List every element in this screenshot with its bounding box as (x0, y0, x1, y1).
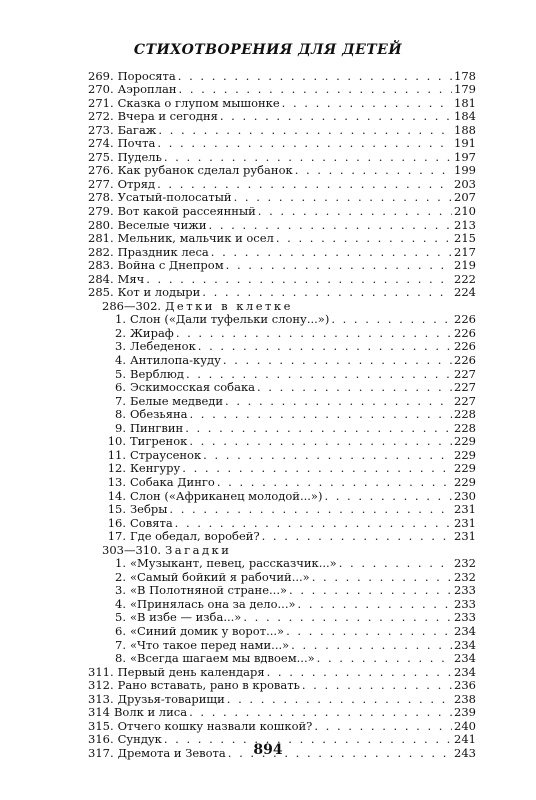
entry-page: 234 (454, 651, 476, 666)
entry-number: 317. (88, 745, 114, 760)
dot-leader (324, 490, 452, 502)
entry-title: Тигренок (130, 434, 188, 449)
entry-title: Отряд (117, 176, 156, 191)
toc-entry (88, 407, 476, 421)
entry-number: 279. (88, 204, 114, 219)
dot-leader (209, 219, 452, 231)
entry-page: 228 (454, 407, 476, 422)
entry-title: Почта (117, 136, 156, 151)
dot-leader (202, 286, 452, 298)
entry-page: 226 (454, 312, 476, 327)
entry-page: 233 (454, 583, 476, 598)
dot-leader (226, 259, 452, 271)
entry-title: Слон («Дали туфельки слону...») (130, 312, 330, 327)
toc-entry (88, 610, 476, 624)
toc-entry (88, 190, 476, 204)
toc-entry (88, 434, 476, 448)
entry-page: 181 (454, 95, 476, 110)
dot-leader (302, 679, 452, 691)
toc-entry (88, 325, 476, 339)
toc-entry (88, 556, 476, 570)
dot-leader (234, 191, 452, 203)
entry-page: 197 (454, 149, 476, 164)
entry-page: 213 (454, 217, 476, 232)
entry-title: Кенгуру (130, 461, 181, 476)
section-title: Загадки (165, 542, 232, 557)
entry-number: 280. (88, 217, 114, 232)
entry-title: Багаж (117, 122, 157, 137)
entry-number: 8. (115, 651, 126, 666)
dot-leader (286, 625, 452, 637)
entry-page: 234 (454, 664, 476, 679)
dot-leader (189, 408, 452, 420)
toc-entry (88, 352, 476, 366)
entry-title: «Музыкант, певец, рассказчик...» (130, 556, 337, 571)
entry-number: 271. (88, 95, 114, 110)
toc-entry (88, 678, 476, 692)
entry-page: 191 (454, 136, 476, 151)
toc-entry (88, 339, 476, 353)
entry-page: 227 (454, 380, 476, 395)
entry-page: 222 (454, 271, 476, 286)
section-number: 303—310. (102, 542, 162, 557)
entry-page: 188 (454, 122, 476, 137)
dot-leader (289, 584, 452, 596)
entry-title: Война с Днепром (117, 258, 224, 273)
entry-title: Аэроплан (117, 82, 177, 97)
entry-page: 229 (454, 447, 476, 462)
entry-number: 275. (88, 149, 114, 164)
toc-entry (88, 488, 476, 502)
toc-entry (88, 271, 476, 285)
entry-page: 217 (454, 244, 476, 259)
dot-leader (227, 693, 452, 705)
toc-entry (88, 258, 476, 272)
entry-page: 234 (454, 637, 476, 652)
entry-number: 315. (88, 718, 114, 733)
entry-page: 238 (454, 691, 476, 706)
dot-leader (225, 395, 452, 407)
dot-leader (298, 598, 452, 610)
entry-page: 229 (454, 434, 476, 449)
entry-title: Рано вставать, рано в кровать (117, 678, 300, 693)
entry-title: Зебры (130, 502, 168, 517)
dot-leader (295, 164, 452, 176)
entry-number: 314 (88, 705, 110, 720)
toc-entry (88, 163, 476, 177)
entry-page: 233 (454, 596, 476, 611)
toc-section-heading (88, 298, 476, 312)
toc-entry (88, 380, 476, 394)
entry-title: Слон («Африканец молодой...») (130, 488, 323, 503)
entry-number: 5. (115, 366, 126, 381)
entry-page: 226 (454, 339, 476, 354)
entry-title: Пудель (117, 149, 162, 164)
section-number: 286—302. (102, 298, 162, 313)
entry-title: Сказка о глупом мышонке (117, 95, 280, 110)
entry-title: Поросята (117, 68, 176, 83)
entry-page: 232 (454, 569, 476, 584)
dot-leader (146, 273, 452, 285)
dot-leader (262, 530, 452, 542)
entry-number: 311. (88, 664, 114, 679)
dot-leader (331, 313, 452, 325)
entry-number: 5. (115, 610, 126, 625)
entry-number: 3. (115, 583, 126, 598)
toc-entry (88, 420, 476, 434)
toc-entry (88, 474, 476, 488)
entry-title: «В избе — изба...» (130, 610, 242, 625)
entry-number: 3. (115, 339, 126, 354)
entry-number: 274. (88, 136, 114, 151)
toc-entry (88, 502, 476, 516)
entry-title: Совята (130, 515, 173, 530)
entry-title: Жираф (130, 325, 174, 340)
entry-page: 231 (454, 529, 476, 544)
entry-title: Веселые чижи (117, 217, 207, 232)
entry-number: 316. (88, 732, 114, 747)
entry-title: Отчего кошку назвали кошкой? (117, 718, 313, 733)
dot-leader (179, 83, 452, 95)
entry-title: Волк и лиса (113, 705, 188, 720)
toc-entry (88, 109, 476, 123)
toc-entry (88, 217, 476, 231)
entry-page: 239 (454, 705, 476, 720)
toc-entry (88, 149, 476, 163)
entry-number: 1. (115, 556, 126, 571)
entry-number: 10. (107, 434, 126, 449)
entry-number: 7. (115, 637, 126, 652)
entry-number: 15. (107, 502, 126, 517)
toc-entry (88, 569, 476, 583)
entry-title: Вчера и сегодня (117, 109, 218, 124)
dot-leader (243, 611, 452, 623)
toc-entry (88, 637, 476, 651)
entry-number: 269. (88, 68, 114, 83)
toc-entry (88, 176, 476, 190)
dot-leader (267, 666, 452, 678)
page-number: 894 (253, 742, 283, 758)
toc-entry (88, 122, 476, 136)
dot-leader (217, 476, 452, 488)
dot-leader (185, 422, 452, 434)
entry-page: 203 (454, 176, 476, 191)
dot-leader (176, 327, 452, 339)
entry-title: Праздник леса (117, 244, 209, 259)
toc-entry (88, 231, 476, 245)
dot-leader (169, 503, 452, 515)
entry-title: Как рубанок сделал рубанок (117, 163, 293, 178)
toc-entry (88, 95, 476, 109)
entry-number: 17. (107, 529, 126, 544)
dot-leader (317, 652, 452, 664)
entry-title: «Принялась она за дело...» (130, 596, 296, 611)
entry-number: 284. (88, 271, 114, 286)
entry-number: 312. (88, 678, 114, 693)
toc-entry (88, 664, 476, 678)
toc-entry (88, 366, 476, 380)
entry-title: Мяч (117, 271, 145, 286)
dot-leader (182, 462, 452, 474)
dot-leader (282, 97, 452, 109)
toc-entry (88, 691, 476, 705)
entry-number: 282. (88, 244, 114, 259)
entry-number: 2. (115, 325, 126, 340)
toc-entry (88, 651, 476, 665)
entry-page: 219 (454, 258, 476, 273)
entry-number: 281. (88, 231, 114, 246)
toc-entry (88, 203, 476, 217)
page-header-title: СТИХОТВОРЕНИЯ ДЛЯ ДЕТЕЙ (133, 42, 403, 58)
entry-page: 210 (454, 204, 476, 219)
entry-number: 12. (107, 461, 126, 476)
toc-entry (88, 461, 476, 475)
toc-entry (88, 596, 476, 610)
toc-entry (88, 285, 476, 299)
entry-title: Дремота и Зевота (117, 745, 226, 760)
toc-group-cage (88, 312, 476, 542)
entry-page: 226 (454, 325, 476, 340)
entry-page: 184 (454, 109, 476, 124)
entry-page: 226 (454, 353, 476, 368)
toc-entry (88, 623, 476, 637)
dot-leader (220, 110, 452, 122)
entry-number: 8. (115, 407, 126, 422)
dot-leader (178, 70, 452, 82)
entry-number: 313. (88, 691, 114, 706)
entry-page: 229 (454, 474, 476, 489)
toc-entry (88, 447, 476, 461)
entry-page: 230 (454, 488, 476, 503)
entry-number: 14. (107, 488, 126, 503)
entry-page: 233 (454, 610, 476, 625)
dot-leader (157, 178, 452, 190)
dot-leader (198, 340, 452, 352)
entry-number: 11. (107, 447, 126, 462)
entry-number: 4. (115, 353, 126, 368)
entry-title: Собака Динго (130, 474, 215, 489)
entry-title: Первый день календаря (117, 664, 265, 679)
dot-leader (158, 124, 452, 136)
entry-page: 215 (454, 231, 476, 246)
dot-leader (314, 720, 452, 732)
entry-title: Пингвин (130, 420, 184, 435)
entry-title: Друзья-товарищи (117, 691, 225, 706)
dot-leader (291, 639, 452, 651)
entry-page: 231 (454, 515, 476, 530)
toc-entry (88, 718, 476, 732)
entry-page: 231 (454, 502, 476, 517)
entry-page: 236 (454, 678, 476, 693)
entry-number: 16. (107, 515, 126, 530)
toc-entry (88, 393, 476, 407)
entry-title: «Синий домик у ворот...» (130, 623, 285, 638)
section-title: Детки в клетке (165, 298, 293, 313)
entry-number: 4. (115, 596, 126, 611)
entry-title: «Всегда шагаем мы вдвоем...» (130, 651, 315, 666)
dot-leader (189, 435, 452, 447)
dot-leader (164, 151, 452, 163)
entry-title: «В Полотняной стране...» (130, 583, 288, 598)
entry-number: 272. (88, 109, 114, 124)
dot-leader (203, 449, 452, 461)
dot-leader (257, 381, 452, 393)
entry-page: 227 (454, 366, 476, 381)
entry-number: 9. (115, 420, 126, 435)
entry-page: 229 (454, 461, 476, 476)
entry-title: Где обедал, воробей? (130, 529, 260, 544)
dot-leader (175, 517, 452, 529)
entry-page: 199 (454, 163, 476, 178)
entry-page: 207 (454, 190, 476, 205)
entry-title: Верблюд (130, 366, 184, 381)
toc-section-heading (88, 542, 476, 556)
entry-number: 283. (88, 258, 114, 273)
entry-number: 13. (107, 474, 126, 489)
dot-leader (258, 205, 452, 217)
entry-title: Антилопа-куду (130, 353, 221, 368)
entry-title: Кот и лодыри (117, 285, 201, 300)
entry-title: Белые медведи (130, 393, 224, 408)
entry-title: «Самый бойкий я рабочий...» (130, 569, 310, 584)
toc-group-riddles (88, 556, 476, 664)
entry-number: 277. (88, 176, 114, 191)
dot-leader (157, 137, 452, 149)
entry-number: 6. (115, 623, 126, 638)
entry-number: 2. (115, 569, 126, 584)
dot-leader (339, 557, 452, 569)
dot-leader (312, 571, 452, 583)
entry-page: 243 (454, 745, 476, 760)
entry-number: 7. (115, 393, 126, 408)
entry-page: 241 (454, 732, 476, 747)
toc-entry (88, 583, 476, 597)
entry-title: Лебеденок (130, 339, 196, 354)
entry-title: Обезьяна (130, 407, 188, 422)
dot-leader (276, 232, 452, 244)
toc-entry (88, 529, 476, 543)
entry-page: 240 (454, 718, 476, 733)
entry-page: 179 (454, 82, 476, 97)
entry-title: Усатый-полосатый (117, 190, 232, 205)
entry-number: 285. (88, 285, 114, 300)
toc-entry (88, 136, 476, 150)
entry-title: Мельник, мальчик и осел (117, 231, 274, 246)
entry-title: Сундук (117, 732, 162, 747)
entry-title: «Что такое перед нами...» (130, 637, 290, 652)
entry-page: 228 (454, 420, 476, 435)
entry-page: 224 (454, 285, 476, 300)
entry-page: 178 (454, 68, 476, 83)
toc-entry (88, 82, 476, 96)
toc-entry (88, 515, 476, 529)
entry-page: 227 (454, 393, 476, 408)
entry-number: 278. (88, 190, 114, 205)
dot-leader (186, 368, 452, 380)
dot-leader (211, 246, 452, 258)
toc-entry (88, 68, 476, 82)
entry-number: 273. (88, 122, 114, 137)
toc-entry (88, 244, 476, 258)
table-of-contents (88, 68, 476, 759)
toc-entry (88, 705, 476, 719)
entry-title: Эскимосская собака (130, 380, 255, 395)
dot-leader (223, 354, 452, 366)
dot-leader (189, 706, 452, 718)
entry-number: 6. (115, 380, 126, 395)
entry-number: 276. (88, 163, 114, 178)
entry-title: Вот какой рассеянный (117, 204, 256, 219)
entry-page: 232 (454, 556, 476, 571)
toc-group-main-1 (88, 68, 476, 298)
entry-page: 234 (454, 623, 476, 638)
entry-title: Страусенок (130, 447, 202, 462)
toc-entry (88, 312, 476, 326)
entry-number: 1. (115, 312, 126, 327)
entry-number: 270. (88, 82, 114, 97)
